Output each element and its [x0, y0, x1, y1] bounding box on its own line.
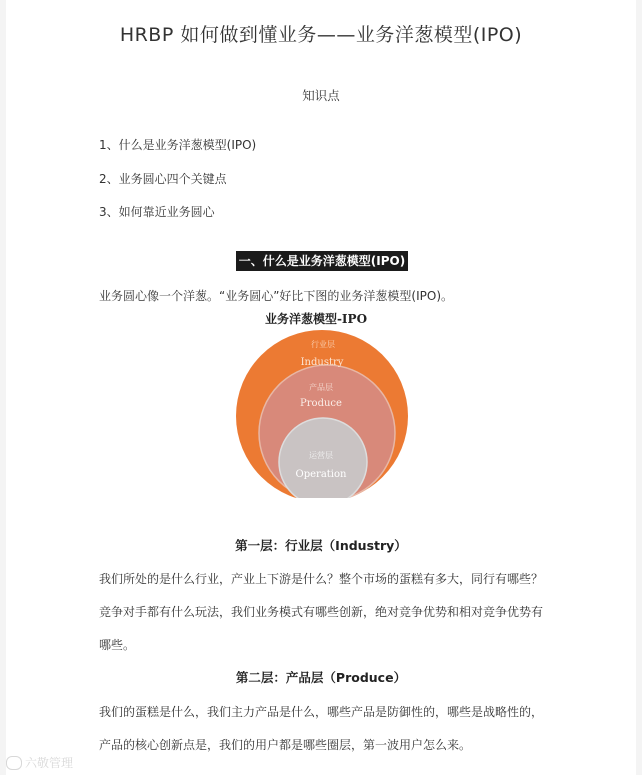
ipo-onion-diagram [232, 308, 412, 498]
chat-bubble-icon [6, 756, 22, 770]
layer2-line: 产品的核心创新点是，我们的用户都是哪些圈层，第一波用户怎么来。 [99, 738, 472, 752]
layer1-line: 竞争对手都有什么玩法，我们业务模式有哪些创新，绝对竞争优势和相对竞争优势有 [99, 605, 544, 619]
knowledge-point: 2、业务圆心四个关键点 [99, 172, 227, 186]
section-intro: 业务圆心像一个洋葱。“业务圆心”好比下图的业务洋葱模型(IPO)。 [99, 289, 454, 303]
produce-en-label: Produce [300, 398, 342, 409]
watermark-text: 六敬管理 [25, 756, 74, 770]
section-heading: 一、什么是业务洋葱模型(IPO) [236, 251, 408, 271]
knowledge-point: 3、如何靠近业务圆心 [99, 205, 215, 219]
layer2-title: 第二层：产品层（Produce） [235, 670, 407, 685]
operation-cn-label: 运营层 [309, 451, 333, 460]
layer1-line: 我们所处的是什么行业，产业上下游是什么？整个市场的蛋糕有多大，同行有哪些？ [99, 572, 544, 586]
watermark [6, 754, 73, 771]
layer1-line: 哪些。 [99, 638, 136, 652]
industry-en-label: Industry [300, 357, 344, 368]
diagram-title: 业务洋葱模型-IPO [264, 312, 368, 326]
document-title: HRBP 如何做到懂业务——业务洋葱模型(IPO) [119, 24, 523, 46]
produce-cn-label: 产品层 [309, 383, 333, 392]
layer1-title: 第一层：行业层（Industry） [235, 538, 407, 553]
layer2-line: 我们的蛋糕是什么，我们主力产品是什么，哪些产品是防御性的，哪些是战略性的， [99, 705, 544, 719]
operation-en-label: Operation [295, 469, 347, 480]
knowledge-point: 1、什么是业务洋葱模型(IPO) [99, 138, 257, 152]
knowledge-points-heading: 知识点 [302, 88, 340, 103]
industry-cn-label: 行业层 [311, 340, 335, 349]
